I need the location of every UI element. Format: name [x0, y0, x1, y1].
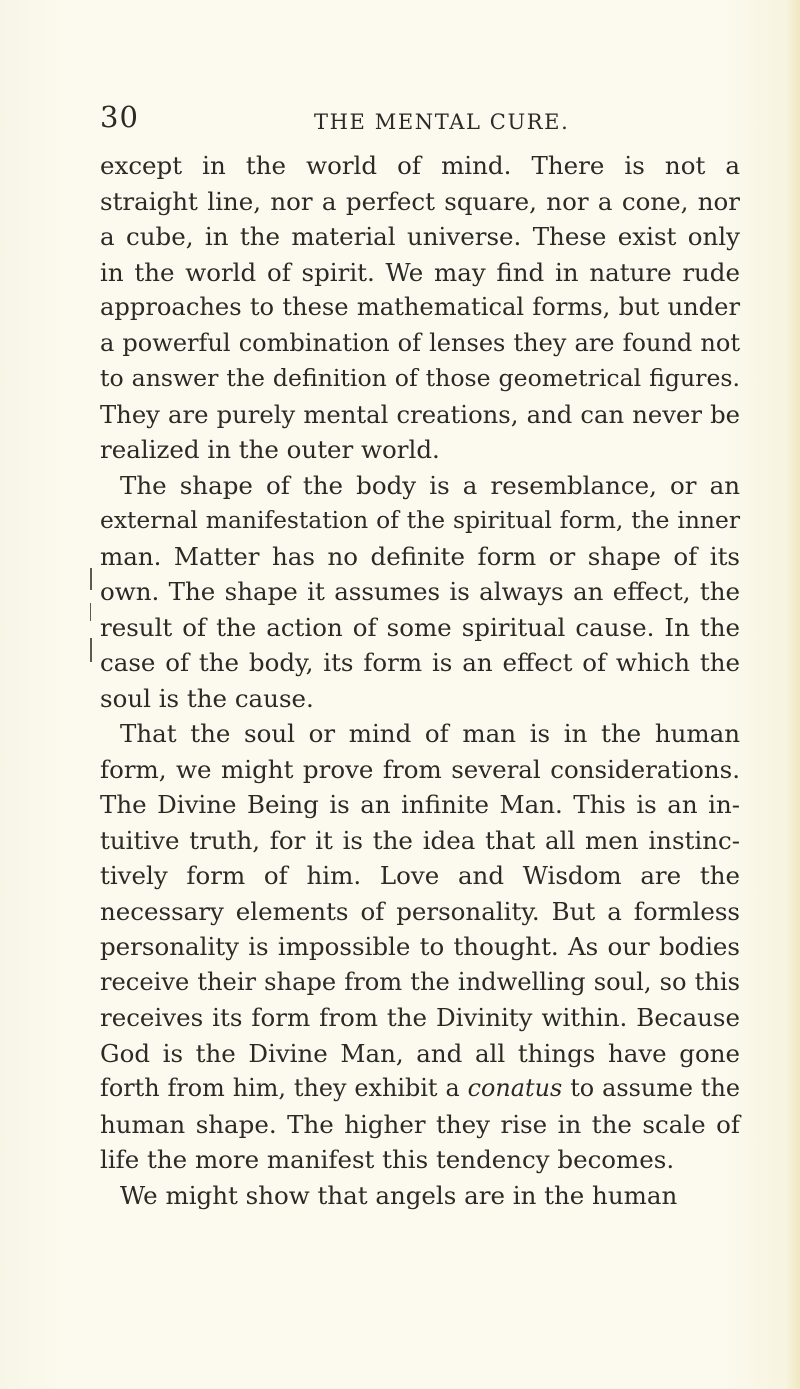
text-line: soul is the cause.: [100, 683, 314, 713]
text-line-mixed: [100, 1071, 740, 1107]
text-line: in the world of spirit. We may find in nature rude: [100, 257, 740, 287]
text-line: tuitive truth, for it is the idea that all men instinc-: [100, 825, 740, 855]
text-line: That the soul or mind of man is in the human: [120, 719, 740, 748]
text-line: We might show that angels are in the human: [120, 1180, 678, 1210]
text-line: a cube, in the material universe. These exist only: [100, 222, 740, 251]
page-header: [100, 100, 740, 140]
text-line: a powerful combination of lenses they are found not: [100, 328, 740, 357]
body-text: [100, 148, 740, 1213]
text-line: realized in the outer world.: [100, 435, 440, 464]
text-line: tively form of him. Love and Wisdom are the: [100, 861, 740, 890]
text-line: life the more manifest this tendency becomes.: [100, 1145, 675, 1174]
text-line: form, we might prove from several considerations.: [100, 754, 740, 784]
text-line: to answer the definition of those geometrical figures.: [100, 364, 740, 392]
text-segment: to assume the: [570, 1074, 740, 1102]
text-line: receives its form from the Divinity within. Because: [100, 1003, 740, 1032]
text-line: man. Matter has no definite form or shape of its: [100, 541, 740, 571]
margin-mark: [90, 638, 92, 662]
margin-mark: [90, 603, 91, 621]
text-line: external manifestation of the spiritual form, the inner: [100, 506, 740, 534]
margin-mark: [90, 568, 92, 590]
text-line: The shape of the body is a resemblance, or an: [120, 470, 740, 500]
text-line: approaches to these mathematical forms, but under: [100, 293, 740, 321]
text-line: They are purely mental creations, and can never be: [100, 399, 740, 429]
text-line: God is the Divine Man, and all things have gone: [100, 1038, 740, 1068]
page-number: 30: [100, 100, 139, 134]
page-edge-shadow: [786, 0, 800, 1389]
text-line: own. The shape it assumes is always an effect, the: [100, 577, 740, 606]
italic-word: conatus: [467, 1074, 563, 1102]
text-line: human shape. The higher they rise in the scale of: [100, 1109, 740, 1139]
text-line: personality is impossible to thought. As our bodies: [100, 932, 740, 961]
running-head: THE MENTAL CURE.: [314, 110, 570, 134]
text-line: straight line, nor a perfect square, nor a cone, nor: [100, 186, 740, 216]
text-line: case of the body, its form is an effect of which the: [100, 648, 740, 677]
text-line: The Divine Being is an infinite Man. This is an in-: [100, 790, 740, 819]
text-line: except in the world of mind. There is not a: [100, 151, 740, 180]
text-line: receive their shape from the indwelling soul, so this: [100, 967, 740, 996]
text-line: result of the action of some spiritual cause. In the: [100, 612, 740, 642]
text-segment: forth from him, they exhibit a: [100, 1074, 460, 1102]
text-line: necessary elements of personality. But a formless: [100, 896, 740, 926]
